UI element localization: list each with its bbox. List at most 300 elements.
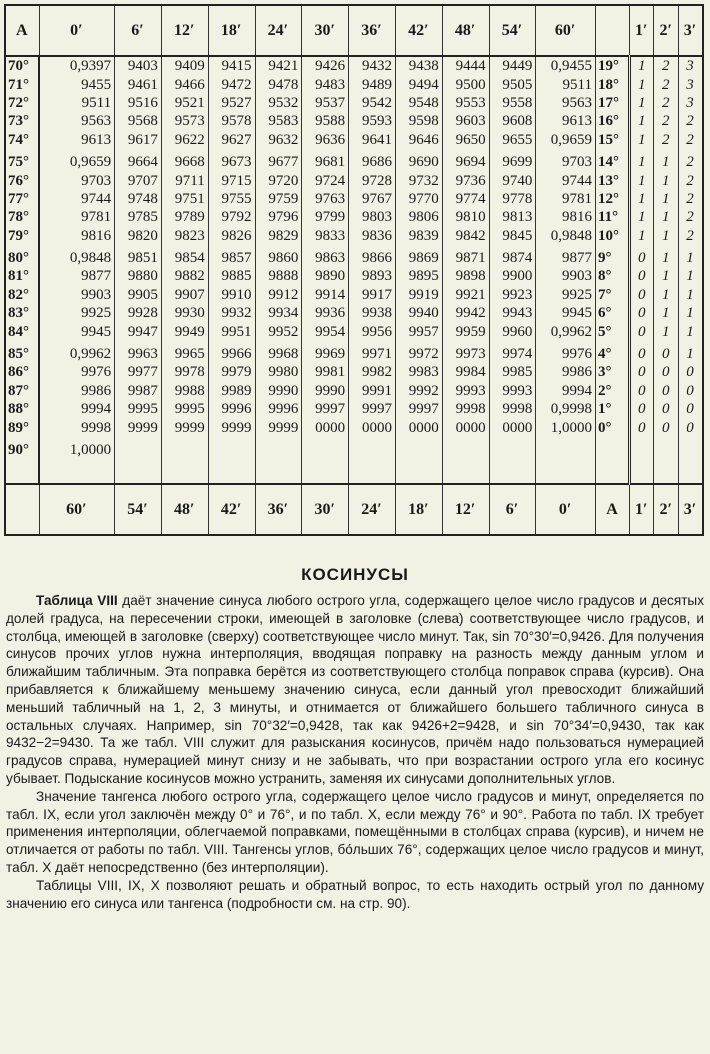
value-cell: 9789 xyxy=(161,208,208,226)
correction-cell: 1 xyxy=(630,149,654,171)
value-cell: 9971 xyxy=(349,341,396,363)
value-cell: 9573 xyxy=(161,112,208,130)
correction-cell: 1 xyxy=(630,227,654,245)
value-cell: 9932 xyxy=(208,304,255,322)
value-cell xyxy=(255,437,302,459)
value-cell: 0,9962 xyxy=(39,341,115,363)
value-cell: 9617 xyxy=(115,131,162,149)
value-cell: 9976 xyxy=(39,363,115,381)
degree-label: 86° xyxy=(5,363,39,381)
value-cell: 9673 xyxy=(208,149,255,171)
correction-cell xyxy=(630,437,654,459)
value-cell: 9690 xyxy=(395,149,442,171)
blank-cell xyxy=(302,459,349,484)
degree-label: 82° xyxy=(5,286,39,304)
column-footer: 12′ xyxy=(442,484,489,535)
complement-degree-label: 16° xyxy=(595,112,629,130)
table-row xyxy=(5,149,703,171)
value-cell: 9759 xyxy=(255,190,302,208)
correction-cell: 0 xyxy=(654,363,678,381)
correction-cell: 2 xyxy=(678,208,703,226)
value-cell: 9978 xyxy=(161,363,208,381)
value-cell: 9997 xyxy=(349,400,396,418)
value-cell: 9668 xyxy=(161,149,208,171)
value-cell: 9921 xyxy=(442,286,489,304)
complement-degree-label: 11° xyxy=(595,208,629,226)
blank-cell xyxy=(630,459,654,484)
value-cell: 9874 xyxy=(489,245,536,267)
value-cell: 9949 xyxy=(161,322,208,340)
value-cell: 9985 xyxy=(489,363,536,381)
value-cell xyxy=(395,437,442,459)
correction-cell: 1 xyxy=(678,245,703,267)
value-cell: 9472 xyxy=(208,75,255,93)
value-cell: 9598 xyxy=(395,112,442,130)
value-cell: 9910 xyxy=(208,286,255,304)
value-cell: 1,0000 xyxy=(39,437,115,459)
correction-cell: 0 xyxy=(678,400,703,418)
value-cell: 9880 xyxy=(115,267,162,285)
paragraph-1-lead: Таблица VIII xyxy=(36,593,118,608)
column-footer: 2′ xyxy=(654,484,678,535)
column-footer: 54′ xyxy=(115,484,162,535)
value-cell: 9895 xyxy=(395,267,442,285)
column-header: 60′ xyxy=(536,5,596,56)
value-cell: 0,9848 xyxy=(536,227,596,245)
value-cell: 9947 xyxy=(115,322,162,340)
value-cell: 9578 xyxy=(208,112,255,130)
value-cell: 9568 xyxy=(115,112,162,130)
column-header: 1′ xyxy=(630,5,654,56)
table-row xyxy=(5,437,703,459)
value-cell: 9845 xyxy=(489,227,536,245)
value-cell: 9813 xyxy=(489,208,536,226)
value-cell: 9792 xyxy=(208,208,255,226)
complement-degree-label: 18° xyxy=(595,75,629,93)
value-cell: 9877 xyxy=(536,245,596,267)
value-cell: 9613 xyxy=(536,112,596,130)
blank-cell xyxy=(5,459,39,484)
correction-cell: 0 xyxy=(678,382,703,400)
table-row xyxy=(5,245,703,267)
complement-degree-label: 15° xyxy=(595,131,629,149)
value-cell: 9991 xyxy=(349,382,396,400)
correction-cell: 0 xyxy=(630,267,654,285)
column-footer: 36′ xyxy=(255,484,302,535)
table-row xyxy=(5,286,703,304)
value-cell: 9770 xyxy=(395,190,442,208)
value-cell: 9703 xyxy=(536,149,596,171)
value-cell: 9907 xyxy=(161,286,208,304)
blank-cell xyxy=(349,459,396,484)
value-cell: 9836 xyxy=(349,227,396,245)
correction-cell: 0 xyxy=(630,304,654,322)
value-cell: 9781 xyxy=(39,208,115,226)
value-cell: 9432 xyxy=(349,56,396,75)
correction-cell: 0 xyxy=(654,382,678,400)
column-header: 36′ xyxy=(349,5,396,56)
value-cell: 9999 xyxy=(161,418,208,436)
value-cell: 9977 xyxy=(115,363,162,381)
value-cell: 9980 xyxy=(255,363,302,381)
value-cell: 9959 xyxy=(442,322,489,340)
value-cell: 9903 xyxy=(536,267,596,285)
correction-cell: 1 xyxy=(630,171,654,189)
value-cell: 9968 xyxy=(255,341,302,363)
degree-label: 85° xyxy=(5,341,39,363)
value-cell: 9720 xyxy=(255,171,302,189)
correction-cell: 3 xyxy=(678,75,703,93)
table-row xyxy=(5,171,703,189)
value-cell: 9992 xyxy=(395,382,442,400)
value-cell: 9489 xyxy=(349,75,396,93)
value-cell: 9744 xyxy=(39,190,115,208)
value-cell: 9563 xyxy=(39,112,115,130)
table-row xyxy=(5,267,703,285)
value-cell: 9854 xyxy=(161,245,208,267)
value-cell: 9664 xyxy=(115,149,162,171)
value-cell: 9994 xyxy=(39,400,115,418)
paragraph-2 xyxy=(6,788,704,877)
value-cell: 9632 xyxy=(255,131,302,149)
table-row xyxy=(5,341,703,363)
value-cell: 9882 xyxy=(161,267,208,285)
column-header: A xyxy=(5,5,39,56)
cosine-table xyxy=(4,4,704,536)
section-title: КОСИНУСЫ xyxy=(301,565,409,584)
value-cell: 9532 xyxy=(255,94,302,112)
value-cell: 9940 xyxy=(395,304,442,322)
paragraph-3 xyxy=(6,877,704,913)
value-cell: 9803 xyxy=(349,208,396,226)
value-cell: 9877 xyxy=(39,267,115,285)
value-cell: 9415 xyxy=(208,56,255,75)
value-cell: 9755 xyxy=(208,190,255,208)
value-cell: 9650 xyxy=(442,131,489,149)
complement-degree-label: 10° xyxy=(595,227,629,245)
value-cell: 9928 xyxy=(115,304,162,322)
blank-cell xyxy=(442,459,489,484)
value-cell: 9945 xyxy=(39,322,115,340)
value-cell: 9987 xyxy=(115,382,162,400)
degree-label: 72° xyxy=(5,94,39,112)
correction-cell: 3 xyxy=(678,94,703,112)
complement-degree-label: 7° xyxy=(595,286,629,304)
complement-degree-label: 13° xyxy=(595,171,629,189)
value-cell xyxy=(115,437,162,459)
complement-degree-label: 2° xyxy=(595,382,629,400)
value-cell: 9728 xyxy=(349,171,396,189)
value-cell: 9981 xyxy=(302,363,349,381)
value-cell: 9934 xyxy=(255,304,302,322)
degree-label: 79° xyxy=(5,227,39,245)
value-cell: 9965 xyxy=(161,341,208,363)
value-cell: 9816 xyxy=(39,227,115,245)
value-cell xyxy=(442,437,489,459)
correction-cell: 0 xyxy=(654,418,678,436)
correction-cell: 1 xyxy=(654,171,678,189)
complement-degree-label: 9° xyxy=(595,245,629,267)
degree-label: 89° xyxy=(5,418,39,436)
correction-cell: 3 xyxy=(678,56,703,75)
value-cell: 9917 xyxy=(349,286,396,304)
correction-cell: 1 xyxy=(630,112,654,130)
degree-label: 87° xyxy=(5,382,39,400)
value-cell: 9622 xyxy=(161,131,208,149)
value-cell: 9494 xyxy=(395,75,442,93)
value-cell: 9919 xyxy=(395,286,442,304)
column-footer: 60′ xyxy=(39,484,115,535)
value-cell: 9583 xyxy=(255,112,302,130)
correction-cell: 1 xyxy=(654,322,678,340)
column-header: 18′ xyxy=(208,5,255,56)
blank-cell xyxy=(115,459,162,484)
column-footer: 6′ xyxy=(489,484,536,535)
value-cell: 9748 xyxy=(115,190,162,208)
column-header: 42′ xyxy=(395,5,442,56)
value-cell: 0,9848 xyxy=(39,245,115,267)
paragraph-1-body: даёт значение синуса любого острого угла, содержащего целое число градусов и десятых долей градуса, на пересечении строки, имеющей в заголовке (слева) соответствующее число градусов, и столбца, имеющей в заголовке (сверху) соответствующее число минут. Так, sin 70°30′=0,9426. Для получения синусов прочих углов нужна интерполяция, вводящая поправку на разность между данным углом и ближайшим табличным. Эта поправка берётся из соответствующего столбца поправок справа (курсив). Она прибавляется к ближайшему меньшему значению синуса, если данный угол превосходит ближайший меньший табличный на 1, 2, 3 минуты, и отнимается от ближайшего большего табличного синуса в остальных случаях. Например, sin 70°32′=0,9428, так как 9426+2=9428, и sin 70°34′=0,9430, так как 9432−2=9430. Та же табл. VIII служит для разыскания косинусов, причём надо пользоваться нумерацией градусов справа, нумерацией минут снизу и не забывать, что при возрастании острого угла его косинус убывает. Подыскание косинусов можно устранить, заменяя их синусами дополнительных углов. xyxy=(6,593,704,786)
table-header-row xyxy=(5,5,703,56)
complement-degree-label: 1° xyxy=(595,400,629,418)
column-footer: 30′ xyxy=(302,484,349,535)
value-cell: 9449 xyxy=(489,56,536,75)
correction-cell: 2 xyxy=(654,56,678,75)
value-cell: 9636 xyxy=(302,131,349,149)
complement-degree-label xyxy=(595,437,629,459)
value-cell: 9979 xyxy=(208,363,255,381)
value-cell: 9483 xyxy=(302,75,349,93)
value-cell: 9613 xyxy=(39,131,115,149)
degree-label: 88° xyxy=(5,400,39,418)
correction-cell: 0 xyxy=(654,400,678,418)
value-cell: 9938 xyxy=(349,304,396,322)
value-cell: 9588 xyxy=(302,112,349,130)
value-cell: 0,9455 xyxy=(536,56,596,75)
blank-cell xyxy=(678,459,703,484)
value-cell: 9973 xyxy=(442,341,489,363)
value-cell: 9558 xyxy=(489,94,536,112)
value-cell: 9936 xyxy=(302,304,349,322)
degree-label: 90° xyxy=(5,437,39,459)
value-cell: 9781 xyxy=(536,190,596,208)
value-cell: 9969 xyxy=(302,341,349,363)
table-footer-row xyxy=(5,484,703,535)
value-cell: 9986 xyxy=(39,382,115,400)
value-cell: 9990 xyxy=(302,382,349,400)
column-footer: 18′ xyxy=(395,484,442,535)
value-cell: 0,9659 xyxy=(536,131,596,149)
value-cell: 9972 xyxy=(395,341,442,363)
correction-cell: 1 xyxy=(630,56,654,75)
correction-cell: 2 xyxy=(654,131,678,149)
correction-cell: 0 xyxy=(678,418,703,436)
value-cell: 9438 xyxy=(395,56,442,75)
correction-cell: 2 xyxy=(678,149,703,171)
blank-cell xyxy=(654,459,678,484)
correction-cell: 1 xyxy=(630,190,654,208)
value-cell: 9945 xyxy=(536,304,596,322)
correction-cell: 1 xyxy=(630,94,654,112)
value-cell: 9516 xyxy=(115,94,162,112)
correction-cell: 2 xyxy=(654,112,678,130)
value-cell xyxy=(349,437,396,459)
column-header: 6′ xyxy=(115,5,162,56)
value-cell: 9851 xyxy=(115,245,162,267)
value-cell: 9521 xyxy=(161,94,208,112)
degree-label: 75° xyxy=(5,149,39,171)
value-cell: 9711 xyxy=(161,171,208,189)
value-cell: 9505 xyxy=(489,75,536,93)
value-cell: 9983 xyxy=(395,363,442,381)
value-cell: 9890 xyxy=(302,267,349,285)
value-cell: 9912 xyxy=(255,286,302,304)
value-cell: 9839 xyxy=(395,227,442,245)
value-cell: 0,9659 xyxy=(39,149,115,171)
table-row xyxy=(5,208,703,226)
value-cell: 9500 xyxy=(442,75,489,93)
degree-label: 77° xyxy=(5,190,39,208)
value-cell: 0000 xyxy=(395,418,442,436)
value-cell: 9842 xyxy=(442,227,489,245)
correction-cell: 1 xyxy=(678,304,703,322)
value-cell: 9646 xyxy=(395,131,442,149)
correction-cell: 1 xyxy=(678,286,703,304)
table-row xyxy=(5,418,703,436)
blank-cell xyxy=(161,459,208,484)
value-cell: 9994 xyxy=(536,382,596,400)
value-cell: 0000 xyxy=(302,418,349,436)
value-cell: 9409 xyxy=(161,56,208,75)
column-footer: 1′ xyxy=(630,484,654,535)
explanation-text xyxy=(6,592,704,912)
complement-degree-label: 14° xyxy=(595,149,629,171)
correction-cell: 1 xyxy=(654,149,678,171)
value-cell: 9763 xyxy=(302,190,349,208)
paragraph-2-body: Значение тангенса любого острого угла, содержащего целое число градусов и минут, определяется по табл. IX, если угол заключён между 0° и 76°, и по табл. X, если между 76° и 90°. Работа по табл. IX требует применения интерполяции, облегчаемой поправками, помещёнными в столбцах справа (курсив), и ничем не отличается от работы по табл. VIII. Тангенсы углов, бо́льших 76°, содержащих целое число градусов и минут, табл. X даёт непосредственно (без интерполяции). xyxy=(6,788,704,875)
value-cell: 9537 xyxy=(302,94,349,112)
value-cell: 9905 xyxy=(115,286,162,304)
value-cell: 9998 xyxy=(442,400,489,418)
value-cell: 9893 xyxy=(349,267,396,285)
value-cell: 9466 xyxy=(161,75,208,93)
table-row xyxy=(5,56,703,75)
correction-cell: 1 xyxy=(654,208,678,226)
value-cell: 9603 xyxy=(442,112,489,130)
value-cell: 9988 xyxy=(161,382,208,400)
value-cell: 9914 xyxy=(302,286,349,304)
value-cell: 9751 xyxy=(161,190,208,208)
correction-cell: 1 xyxy=(678,322,703,340)
value-cell: 9974 xyxy=(489,341,536,363)
value-cell: 9542 xyxy=(349,94,396,112)
value-cell: 9796 xyxy=(255,208,302,226)
value-cell: 9960 xyxy=(489,322,536,340)
degree-label: 73° xyxy=(5,112,39,130)
value-cell: 9869 xyxy=(395,245,442,267)
value-cell: 9527 xyxy=(208,94,255,112)
correction-cell: 0 xyxy=(630,363,654,381)
value-cell: 0000 xyxy=(442,418,489,436)
correction-cell: 1 xyxy=(678,267,703,285)
complement-degree-label: 17° xyxy=(595,94,629,112)
value-cell: 9996 xyxy=(255,400,302,418)
column-header: 2′ xyxy=(654,5,678,56)
value-cell: 9885 xyxy=(208,267,255,285)
degree-label: 83° xyxy=(5,304,39,322)
degree-label: 80° xyxy=(5,245,39,267)
blank-cell xyxy=(489,459,536,484)
column-footer: 42′ xyxy=(208,484,255,535)
value-cell: 9999 xyxy=(208,418,255,436)
blank-cell xyxy=(595,459,629,484)
correction-cell xyxy=(654,437,678,459)
correction-cell: 2 xyxy=(678,227,703,245)
blank-cell xyxy=(536,459,596,484)
value-cell: 9997 xyxy=(302,400,349,418)
value-cell xyxy=(161,437,208,459)
value-cell: 9963 xyxy=(115,341,162,363)
table-row xyxy=(5,112,703,130)
column-header: 12′ xyxy=(161,5,208,56)
degree-label: 70° xyxy=(5,56,39,75)
blank-cell xyxy=(255,459,302,484)
correction-cell: 2 xyxy=(654,75,678,93)
value-cell: 9863 xyxy=(302,245,349,267)
value-cell: 0000 xyxy=(489,418,536,436)
value-cell: 9732 xyxy=(395,171,442,189)
column-footer: 0′ xyxy=(536,484,596,535)
correction-cell: 0 xyxy=(654,341,678,363)
value-cell: 9736 xyxy=(442,171,489,189)
value-cell: 9997 xyxy=(395,400,442,418)
value-cell: 9990 xyxy=(255,382,302,400)
value-cell: 9627 xyxy=(208,131,255,149)
column-header: 30′ xyxy=(302,5,349,56)
value-cell: 9866 xyxy=(349,245,396,267)
correction-cell: 1 xyxy=(654,245,678,267)
value-cell: 9898 xyxy=(442,267,489,285)
degree-label: 81° xyxy=(5,267,39,285)
degree-label: 78° xyxy=(5,208,39,226)
degree-label: 71° xyxy=(5,75,39,93)
blank-cell xyxy=(208,459,255,484)
value-cell: 9511 xyxy=(39,94,115,112)
value-cell: 9833 xyxy=(302,227,349,245)
blank-row xyxy=(5,459,703,484)
complement-degree-label: 4° xyxy=(595,341,629,363)
correction-cell: 0 xyxy=(630,245,654,267)
correction-cell: 1 xyxy=(630,131,654,149)
value-cell: 9655 xyxy=(489,131,536,149)
column-header: 24′ xyxy=(255,5,302,56)
value-cell: 9923 xyxy=(489,286,536,304)
complement-degree-label: 19° xyxy=(595,56,629,75)
value-cell: 9826 xyxy=(208,227,255,245)
value-cell: 9785 xyxy=(115,208,162,226)
column-header: 54′ xyxy=(489,5,536,56)
value-cell: 9724 xyxy=(302,171,349,189)
table-row xyxy=(5,322,703,340)
correction-cell: 1 xyxy=(654,267,678,285)
value-cell: 9641 xyxy=(349,131,396,149)
table-row xyxy=(5,304,703,322)
correction-cell: 0 xyxy=(678,363,703,381)
degree-label: 74° xyxy=(5,131,39,149)
value-cell: 9703 xyxy=(39,171,115,189)
value-cell: 9989 xyxy=(208,382,255,400)
value-cell: 9806 xyxy=(395,208,442,226)
